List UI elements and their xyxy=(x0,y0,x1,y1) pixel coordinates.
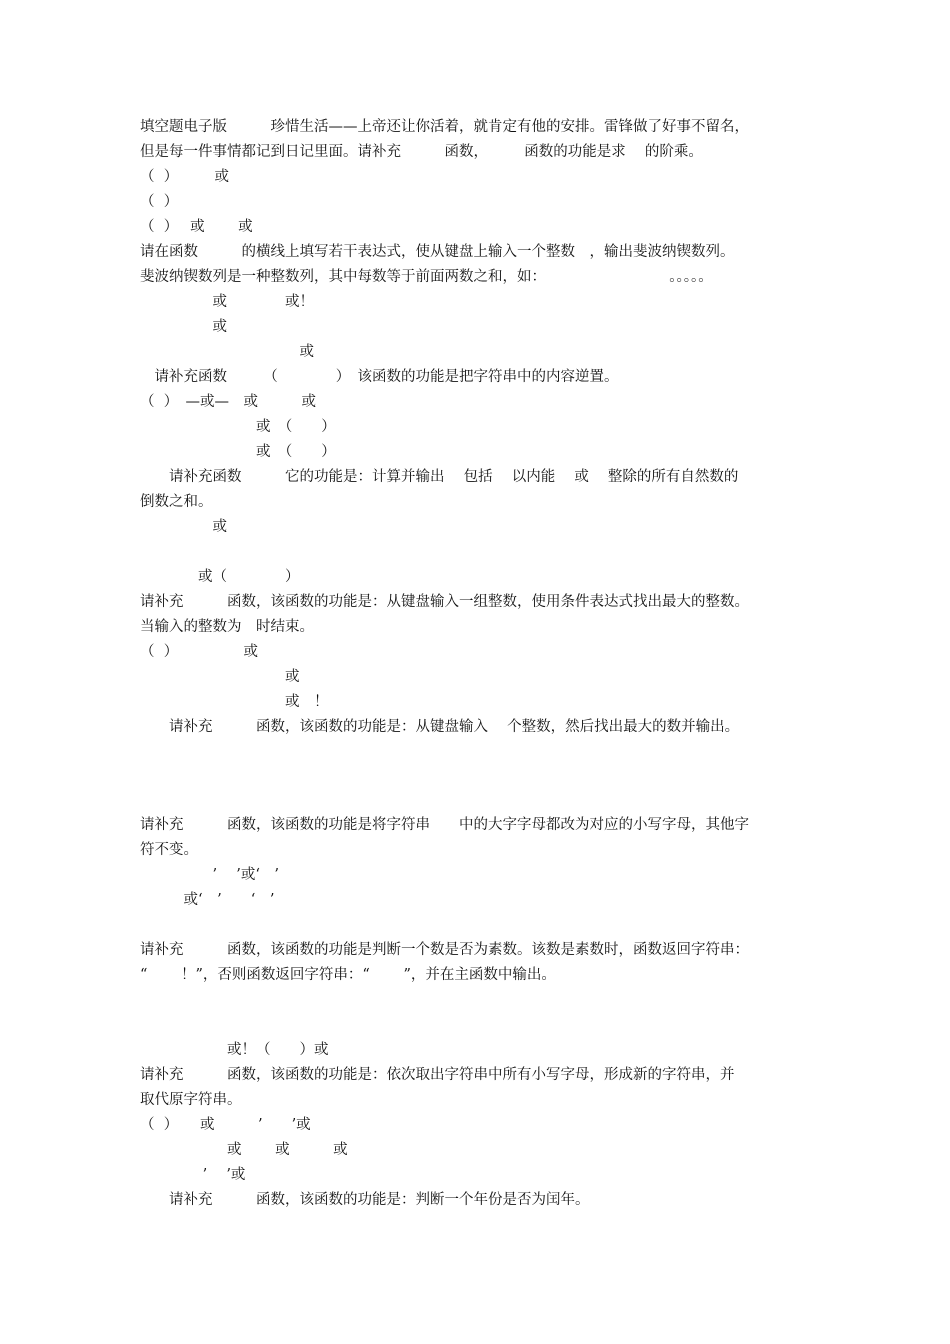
text-line: 或！（ ）或 xyxy=(140,1042,329,1058)
text-line: 请补充 函数，该函数的功能是判断一个数是否为素数。该数是素数时，函数返回字符串： xyxy=(140,942,749,958)
text-line: ’ ’或 xyxy=(140,1167,246,1183)
text-line: 请补充 函数，该函数的功能是将字符串 中的大字字母都改为对应的小写字母，其他字 xyxy=(140,817,749,833)
text-line: （ ） 或 ’ ’或 xyxy=(140,1117,311,1133)
text-line: 或 ！ xyxy=(140,694,329,710)
text-line: 请补充 函数，该函数的功能是：从键盘输入一组整数，使用条件表达式找出最大的整数。 xyxy=(140,594,749,610)
text-line: （ ） 或 或 xyxy=(140,219,253,235)
text-line: （ ） xyxy=(140,194,179,210)
text-line: ’ ’或‘ ’ xyxy=(140,867,280,883)
text-line: 请在函数 的横线上填写若干表达式，使从键盘上输入一个整数 ，输出斐波纳锲数列。 xyxy=(140,244,735,260)
text-line: 或 xyxy=(140,319,227,335)
text-line: 请补充 函数，该函数的功能是：判断一个年份是否为闰年。 xyxy=(140,1192,590,1208)
text-line: 或 xyxy=(140,344,314,360)
text-line: 当输入的整数为 时结束。 xyxy=(140,619,314,635)
text-line: 或 xyxy=(140,519,227,535)
text-line: 或 或 或 xyxy=(140,1142,348,1158)
text-line: 取代原字符串。 xyxy=(140,1092,242,1108)
text-line: 请补充函数 （ ） 该函数的功能是把字符串中的内容逆置。 xyxy=(140,369,619,385)
text-line: 请补充 函数，该函数的功能是：从键盘输入 个整数，然后找出最大的数并输出。 xyxy=(140,719,740,735)
text-line: （ ） 或 xyxy=(140,644,258,660)
text-line: 符不变。 xyxy=(140,842,198,858)
text-line: 请补充 函数，该函数的功能是：依次取出字符串中所有小写字母，形成新的字符串，并 xyxy=(140,1067,735,1083)
text-line: 或 （ ） xyxy=(140,419,336,435)
text-line: 或（ ） xyxy=(140,569,300,585)
text-line: （ ） 或 xyxy=(140,169,229,185)
text-line: 或 或！ xyxy=(140,294,314,310)
text-line: 斐波纳锲数列是一种整数列，其中每数等于前面两数之和，如： 。。。。。 xyxy=(140,269,713,285)
text-line: 请补充函数 它的功能是：计算并输出 包括 以内能 或 整除的所有自然数的 xyxy=(140,469,739,485)
text-line: “ ！”，否则函数返回字符串：“ ”，并在主函数中输出。 xyxy=(140,967,556,983)
text-line: 或 （ ） xyxy=(140,444,336,460)
text-line: 倒数之和。 xyxy=(140,494,213,510)
text-line: 或‘ ’ ‘ ’ xyxy=(140,892,275,908)
text-line: 或 xyxy=(140,669,300,685)
text-line: （ ） —或— 或 或 xyxy=(140,394,316,410)
text-line: 但是每一件事情都记到日记里面。请补充 函数， 函数的功能是求 的阶乘。 xyxy=(140,144,703,160)
text-line: 填空题电子版 珍惜生活——上帝还让你活着，就肯定有他的安排。雷锋做了好事不留名， xyxy=(140,119,749,135)
